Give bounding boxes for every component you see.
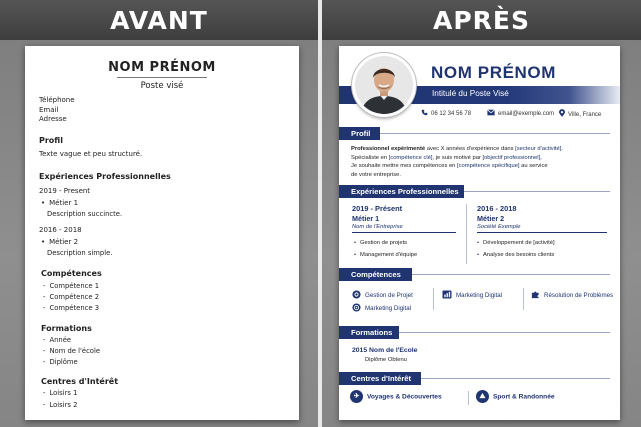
before-education-title: Formations [41,324,92,333]
section-experience-rule [464,191,610,192]
before-experience-title: Expériences Professionnelles [39,172,171,181]
section-experience: Expériences Professionnelles [339,185,464,198]
section-interests: Centres d'Intérêt [339,372,421,385]
before-edu-2: - Nom de l'école [43,347,100,355]
before-header: AVANT [0,0,318,40]
exp1-job: Métier 1 [352,214,380,223]
before-exp2-period: 2016 - 2018 [39,226,82,234]
before-name: NOM PRÉNOM [108,60,216,75]
skill-problem-solving: Résolution de Problèmes [531,290,613,299]
profile-line-3: Je souhaite mettre mes compétences en [compétence spécifique] au service [351,163,548,170]
education-diploma: Diplôme Obtenu [365,357,407,363]
before-skill-2: - Compétence 2 [43,293,99,301]
before-edu-3: - Diplôme [43,358,78,366]
profile-line-2: Spécialiste en [compétence clé], je suis motivé par [objectif professionnel], [351,154,542,161]
exp2-period: 2016 - 2018 [477,204,517,213]
email-icon [487,109,495,116]
before-edu-1: - Année [43,336,71,344]
before-exp1-period: 2019 - Present [39,187,91,195]
before-exp2-job: • Métier 2 [41,238,78,246]
before-profile-text: Texte vague et peu structuré. [39,150,143,158]
after-name: NOM PRÉNOM [431,63,556,82]
before-contact-phone: Téléphone [39,96,75,104]
section-skills: Compétences [339,268,412,281]
education-school: 2015 Nom de l'Ecole [352,347,418,354]
exp2-task-1: • Développement de [activité] [477,240,555,246]
skills-divider-1 [433,288,434,310]
after-resume [339,46,620,420]
contact-phone: 06 12 34 56 78 [421,109,471,117]
skill-project-management: Gestion de Projet [352,290,413,299]
profile-line-1: Professionnel expérimenté avec X années d'expérience dans [secteur d'activité]. [351,146,564,152]
before-job: Poste visé [140,81,184,91]
exp1-period: 2019 - Présent [352,204,403,213]
exp1-task-1: • Gestion de projets [354,240,407,246]
avatar-icon [355,56,413,114]
section-education: Formations [339,326,399,339]
skill-digital-marketing: Marketing Digital [442,290,502,299]
before-exp2-desc: Description simple. [47,249,113,257]
plane-icon: ✈ [350,390,363,403]
exp2-company: Société Exemple [477,224,521,230]
target-icon [352,303,361,312]
experience-divider [466,204,467,264]
contact-email: email@exemple.com [487,109,554,117]
hiker-icon: ⛰ [476,390,489,403]
section-interests-rule [421,378,610,379]
skill-digital-marketing-2: Marketing Digital [352,303,411,312]
before-contact-address: Adresse [39,115,67,123]
interest-sport: ⛰ Sport & Randonnée [476,390,555,403]
chart-icon [442,290,452,299]
section-skills-rule [412,274,610,275]
exp2-task-2: • Analyse des besoins clients [477,252,554,258]
before-exp1-job: • Métier 1 [41,199,78,207]
interest-travel: ✈ Voyages & Découvertes [350,390,442,403]
before-interests-title: Centres d'Intérêt [41,377,119,386]
section-profile: Profil [339,127,380,140]
interests-divider [468,391,469,405]
profile-text [351,145,563,179]
before-interest-1: - Loisirs 1 [43,389,77,397]
puzzle-icon [531,290,540,299]
before-exp1-desc: Description succincte. [47,210,123,218]
phone-icon [421,109,428,116]
skills-divider-2 [523,288,524,310]
before-skills-title: Compétences [41,269,102,278]
before-profile-title: Profil [39,136,63,145]
gear-icon [352,290,361,299]
before-skill-1: - Compétence 1 [43,282,99,290]
profile-line-4: de votre entreprise. [351,171,401,178]
exp1-company: Nom de l'Entreprise [352,224,403,230]
before-resume [25,46,299,420]
exp1-task-2: • Management d'équipe [354,252,417,258]
section-profile-rule [380,133,610,134]
before-name-rule [117,77,207,78]
section-education-rule [399,332,610,333]
contact-city: Ville, France [559,109,601,118]
after-header: APRÈS [322,0,641,40]
exp2-job: Métier 2 [477,214,505,223]
before-skill-3: - Compétence 3 [43,304,99,312]
location-pin-icon [559,109,565,117]
profile-photo [352,53,416,117]
exp2-rule [477,232,607,233]
exp1-rule [352,232,456,233]
before-interest-2: - Loisirs 2 [43,401,77,409]
after-job-title: Intitulé du Poste Visé [432,89,509,98]
before-contact-email: Email [39,106,59,114]
